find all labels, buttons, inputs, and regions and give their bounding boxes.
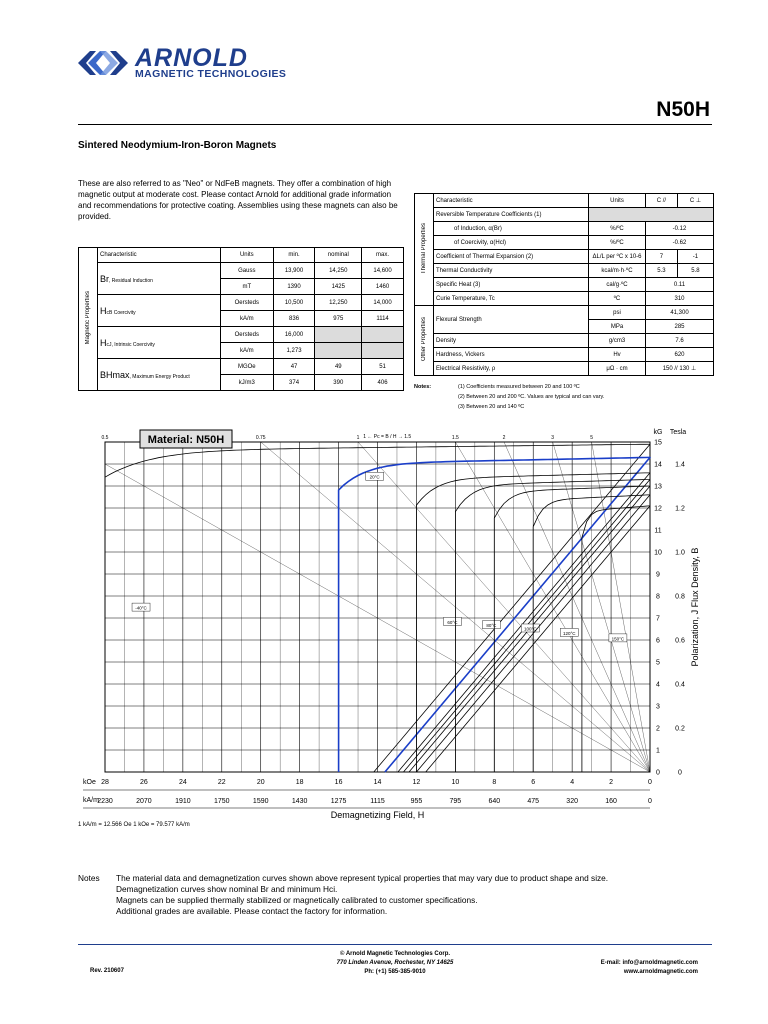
temp-label: -40°C bbox=[135, 605, 147, 611]
table-row bbox=[415, 348, 714, 362]
min-cell: 16,000 bbox=[273, 327, 315, 343]
units-cell: g/cm3 bbox=[589, 334, 646, 348]
y-tick-kg: 13 bbox=[654, 483, 662, 491]
value-cell: 310 bbox=[646, 292, 714, 306]
value-perp: 5.8 bbox=[677, 264, 713, 278]
nominal-cell bbox=[315, 327, 362, 343]
header-c-perp: C ⊥ bbox=[677, 194, 713, 208]
value-cell: 285 bbox=[646, 320, 714, 334]
units-cell: MPa bbox=[589, 320, 646, 334]
other-side-label-cell bbox=[415, 306, 434, 376]
x-tick-koe: 22 bbox=[217, 779, 226, 786]
max-cell: 1114 bbox=[362, 311, 404, 327]
table-row bbox=[79, 327, 404, 343]
pc-load-line bbox=[553, 442, 650, 772]
x-tick-kam: 320 bbox=[566, 798, 578, 805]
x-tick-koe: 0 bbox=[648, 779, 652, 786]
value-parallel: 5.3 bbox=[646, 264, 678, 278]
x-tick-kam: 0 bbox=[648, 798, 652, 805]
x-tick-koe: 20 bbox=[256, 779, 265, 786]
max-cell bbox=[362, 327, 404, 343]
char-desc: cJ, Intrinsic Coercivity bbox=[106, 341, 155, 348]
char-name: Br bbox=[100, 273, 109, 284]
max-cell: 51 bbox=[362, 359, 404, 375]
brand-subtitle: MAGNETIC TECHNOLOGIES bbox=[135, 68, 287, 80]
min-cell: 1390 bbox=[273, 279, 315, 295]
header-min: min. bbox=[273, 248, 315, 263]
units-cell: kcal/m·h·ºC bbox=[589, 264, 646, 278]
x-tick-koe: 10 bbox=[451, 779, 460, 786]
magnetic-properties-table bbox=[78, 247, 404, 391]
value-cell: -0.62 bbox=[646, 236, 714, 250]
units-cell: Oersteds bbox=[221, 295, 274, 311]
bottom-notes-label: Notes bbox=[78, 873, 100, 883]
x-axis-unit-koe: kOe bbox=[83, 779, 96, 786]
max-cell bbox=[362, 343, 404, 359]
units-cell: ΔL/L per ºC x 10-6 bbox=[589, 250, 646, 264]
max-cell: 14,000 bbox=[362, 295, 404, 311]
units-cell: Oersteds bbox=[221, 327, 274, 343]
grade-title: N50H bbox=[656, 98, 710, 121]
header-nominal: nominal bbox=[315, 248, 362, 263]
y-tick-tesla: 0.4 bbox=[675, 681, 685, 689]
char-cell: Density bbox=[434, 334, 589, 348]
value-cell: 7.6 bbox=[646, 334, 714, 348]
header-units: Units bbox=[221, 248, 274, 263]
pc-tick-label: 0.5 bbox=[101, 435, 109, 441]
footer-email[interactable]: E-mail: info@arnoldmagnetic.com bbox=[600, 960, 698, 966]
thermal-side-label-cell bbox=[415, 194, 434, 306]
nominal-cell: 390 bbox=[315, 375, 362, 391]
table-row bbox=[79, 295, 404, 311]
x-tick-kam: 795 bbox=[449, 798, 462, 805]
footer-web[interactable]: www.arnoldmagnetic.com bbox=[623, 969, 698, 975]
bottom-notes bbox=[78, 873, 698, 917]
char-name: H bbox=[100, 305, 107, 316]
header-characteristic: Characteristic bbox=[434, 194, 589, 208]
y-tick-kg: 10 bbox=[654, 549, 662, 557]
value-cell: 41,300 bbox=[646, 306, 714, 320]
char-cell: Electrical Resistivity, ρ bbox=[434, 362, 589, 376]
x-tick-kam: 1910 bbox=[175, 798, 191, 805]
pc-tick-label: 1 bbox=[356, 435, 360, 441]
units-cell: kA/m bbox=[221, 343, 274, 359]
char-desc: , Residual Induction bbox=[109, 277, 153, 284]
y-tick-kg: 5 bbox=[656, 659, 660, 667]
nominal-cell: 1425 bbox=[315, 279, 362, 295]
pc-tick-label: 5 bbox=[590, 435, 593, 441]
char-cell: Curie Temperature, Tc bbox=[434, 292, 589, 306]
min-cell: 13,900 bbox=[273, 263, 315, 279]
table-notes bbox=[414, 382, 714, 412]
pc-load-line bbox=[358, 442, 650, 772]
units-cell: psi bbox=[589, 306, 646, 320]
footer-company bbox=[250, 950, 540, 977]
char-cell: Thermal Conductivity bbox=[434, 264, 589, 278]
header-units: Units bbox=[589, 194, 646, 208]
thermal-properties-table bbox=[414, 193, 714, 376]
pc-load-line bbox=[504, 442, 650, 772]
y-tick-kg: 1 bbox=[656, 747, 660, 755]
y-tick-kg: 4 bbox=[656, 681, 660, 689]
x-tick-koe: 12 bbox=[412, 779, 421, 786]
b-curve bbox=[374, 444, 650, 772]
units-cell: %/ºC bbox=[589, 222, 646, 236]
min-cell: 1,273 bbox=[273, 343, 315, 359]
y-tick-tesla: 1.4 bbox=[675, 461, 685, 469]
value-cell: -0.12 bbox=[646, 222, 714, 236]
y-tick-tesla: 0.2 bbox=[675, 725, 685, 733]
x-tick-koe: 18 bbox=[295, 779, 304, 786]
units-cell: Hv bbox=[589, 348, 646, 362]
table-row bbox=[415, 292, 714, 306]
temp-label: 20°C bbox=[369, 474, 380, 480]
y-tick-tesla: 1.2 bbox=[675, 505, 685, 513]
other-side-label: Other Properties bbox=[421, 317, 427, 362]
x-tick-kam: 1590 bbox=[252, 798, 269, 805]
units-cell: kJ/m3 bbox=[221, 375, 274, 391]
table-row bbox=[79, 263, 404, 279]
min-cell: 374 bbox=[273, 375, 315, 391]
header-divider bbox=[78, 124, 712, 125]
char-cell: Hardness, Vickers bbox=[434, 348, 589, 362]
char-desc: cB Coercivity bbox=[106, 309, 136, 316]
table-row bbox=[415, 306, 714, 320]
chart-title: Material: N50H bbox=[147, 434, 225, 446]
y-tick-kg: 11 bbox=[654, 527, 662, 535]
min-cell: 47 bbox=[273, 359, 315, 375]
footer-divider bbox=[78, 944, 712, 945]
x-tick-koe: 6 bbox=[531, 779, 536, 786]
x-tick-koe: 28 bbox=[101, 779, 109, 786]
header-characteristic: Characteristic bbox=[98, 248, 221, 263]
y-tick-tesla: 0.6 bbox=[675, 637, 685, 645]
char-cell: of Coercivity, α(Hcl) bbox=[434, 236, 589, 250]
header-max: max. bbox=[362, 248, 404, 263]
char-cell: Specific Heat (3) bbox=[434, 278, 589, 292]
nominal-cell bbox=[315, 343, 362, 359]
units-cell: cal/g·ºC bbox=[589, 278, 646, 292]
value-perp: -1 bbox=[677, 250, 713, 264]
note-2: (2) Between 20 and 200 ºC. Values are typical and can vary. bbox=[458, 394, 605, 400]
x-tick-kam: 1750 bbox=[213, 798, 230, 805]
units-cell bbox=[589, 208, 714, 222]
notes-label: Notes: bbox=[414, 384, 432, 390]
arnold-logo-icon bbox=[78, 46, 128, 80]
char-cell: Reversible Temperature Coefficients (1) bbox=[434, 208, 589, 222]
x-tick-koe: 4 bbox=[570, 779, 575, 786]
value-parallel: 7 bbox=[646, 250, 678, 264]
min-cell: 10,500 bbox=[273, 295, 315, 311]
x-tick-kam: 1115 bbox=[370, 798, 385, 805]
y-tick-kg: 12 bbox=[654, 505, 662, 513]
char-cell: of Induction, α(Br) bbox=[434, 222, 589, 236]
x-tick-koe: 24 bbox=[178, 779, 187, 786]
y-tick-tesla: 0 bbox=[678, 769, 682, 777]
x-tick-kam: 2070 bbox=[136, 798, 152, 805]
footer-company-name: © Arnold Magnetic Technologies Corp. bbox=[339, 951, 451, 957]
units-cell: mT bbox=[221, 279, 274, 295]
pc-tick-label: 1.5 bbox=[451, 435, 459, 441]
y-tick-kg: 7 bbox=[656, 615, 660, 623]
y-tick-kg: 14 bbox=[654, 461, 662, 469]
temp-label: 120°C bbox=[562, 630, 576, 636]
x-tick-koe: 26 bbox=[140, 779, 148, 786]
units-cell: kA/m bbox=[221, 311, 274, 327]
y-tick-kg: 15 bbox=[654, 439, 662, 447]
min-cell: 836 bbox=[273, 311, 315, 327]
x-tick-kam: 1275 bbox=[330, 798, 347, 805]
table-row bbox=[415, 250, 714, 264]
bottom-note-line: Demagnetization curves show nominal Br and minimum Hci. bbox=[116, 884, 338, 894]
footer-phone: Ph: (+1) 585-385-9010 bbox=[364, 969, 426, 975]
temp-label: 100°C bbox=[524, 626, 537, 632]
magnetic-side-label-cell bbox=[79, 248, 98, 391]
brand-name: ARNOLD bbox=[135, 44, 248, 72]
revision: Rev. 210607 bbox=[90, 968, 124, 974]
header-c-parallel: C // bbox=[646, 194, 678, 208]
table-row bbox=[415, 222, 714, 236]
y-axis-unit-tesla: Tesla bbox=[669, 429, 687, 436]
table-row bbox=[79, 359, 404, 375]
arnold-logo bbox=[78, 44, 328, 84]
x-tick-kam: 1430 bbox=[291, 798, 308, 805]
y-tick-kg: 9 bbox=[656, 571, 660, 579]
b-curve bbox=[385, 457, 650, 772]
y-tick-kg: 2 bbox=[656, 725, 660, 733]
note-1: (1) Coefficients measured between 20 and 100 ºC bbox=[458, 384, 580, 390]
magnetic-side-label: Magnetic Properties bbox=[85, 291, 91, 345]
x-tick-koe: 14 bbox=[373, 779, 382, 786]
pc-tick-label: 0.75 bbox=[255, 435, 266, 441]
intro-paragraph: These are also referred to as "Neo" or NdFeB magnets. They offer a combination of high magnetic output at moderate cost. Please contact Arnold for additional grade information and recommendations for protective coating. Assemblies using these magnets can also be provided. bbox=[78, 179, 398, 221]
units-cell: MGOe bbox=[221, 359, 274, 375]
char-name: H bbox=[100, 337, 107, 348]
bottom-note-line: The material data and demagnetization curves shown above represent typical properties that may vary due to product shape and size. bbox=[116, 873, 609, 883]
bottom-note-line: Magnets can be supplied thermally stabilized or magnetically calibrated to customer specifications. bbox=[116, 895, 478, 905]
nominal-cell: 975 bbox=[315, 311, 362, 327]
pc-tick-label: 2 bbox=[502, 435, 506, 441]
max-cell: 1460 bbox=[362, 279, 404, 295]
x-tick-koe: 2 bbox=[609, 779, 614, 786]
units-cell: ºC bbox=[589, 292, 646, 306]
x-tick-koe: 16 bbox=[334, 779, 343, 786]
pc-label: 1 ← Pc = B / H → 1.5 bbox=[363, 434, 412, 440]
x-tick-kam: 475 bbox=[527, 798, 540, 805]
char-cell: Coefficient of Thermal Expansion (2) bbox=[434, 250, 589, 264]
table-row bbox=[415, 264, 714, 278]
nominal-cell: 49 bbox=[315, 359, 362, 375]
table-row bbox=[415, 362, 714, 376]
x-axis-unit-kam: kA/m bbox=[83, 797, 99, 804]
x-tick-kam: 2230 bbox=[97, 798, 113, 805]
value-cell: 0.11 bbox=[646, 278, 714, 292]
char-desc: , Maximum Energy Product bbox=[129, 373, 190, 380]
x-tick-kam: 640 bbox=[488, 798, 501, 805]
x-axis-label: Demagnetizing Field, H bbox=[330, 810, 425, 820]
document-subtitle: Sintered Neodymium-Iron-Boron Magnets bbox=[78, 140, 277, 151]
thermal-side-label: Thermal Properties bbox=[421, 222, 427, 275]
footer-contact bbox=[601, 959, 698, 977]
unit-conversion: 1 kA/m = 12.566 Oe 1 kOe = 79.577 kA/m bbox=[78, 822, 190, 828]
table-row bbox=[415, 278, 714, 292]
bottom-note-line: Additional grades are available. Please contact the factory for information. bbox=[116, 906, 388, 916]
y-tick-kg: 6 bbox=[656, 637, 660, 645]
note-3: (3) Between 20 and 140 ºC bbox=[458, 404, 525, 410]
table-row bbox=[415, 208, 714, 222]
max-cell: 14,600 bbox=[362, 263, 404, 279]
units-cell: Gauss bbox=[221, 263, 274, 279]
y-tick-kg: 0 bbox=[656, 769, 660, 777]
x-tick-kam: 160 bbox=[605, 798, 617, 805]
temp-label: 60°C bbox=[447, 619, 458, 625]
b-curve bbox=[398, 473, 650, 772]
table-row bbox=[415, 236, 714, 250]
y-tick-kg: 3 bbox=[656, 703, 660, 711]
footer-address: 770 Linden Avenue, Rochester, NY 14625 bbox=[336, 960, 454, 966]
y-tick-tesla: 1.0 bbox=[675, 549, 685, 557]
y-tick-kg: 8 bbox=[656, 593, 660, 601]
demagnetization-chart bbox=[70, 420, 710, 840]
nominal-cell: 12,250 bbox=[315, 295, 362, 311]
y-tick-tesla: 0.8 bbox=[675, 593, 685, 601]
table-row bbox=[415, 334, 714, 348]
y-axis-label: Polarization, J Flux Density, B bbox=[690, 547, 700, 667]
char-name: BHmax bbox=[100, 369, 130, 380]
nominal-cell: 14,250 bbox=[315, 263, 362, 279]
value-cell: 620 bbox=[646, 348, 714, 362]
temp-label: 150°C bbox=[611, 636, 625, 642]
units-cell: %/ºC bbox=[589, 236, 646, 250]
x-tick-kam: 955 bbox=[410, 798, 423, 805]
temp-label: 80°C bbox=[486, 623, 497, 629]
units-cell: μΩ · cm bbox=[589, 362, 646, 376]
y-axis-unit-kg: kG bbox=[653, 429, 663, 436]
max-cell: 406 bbox=[362, 375, 404, 391]
x-tick-koe: 8 bbox=[492, 779, 497, 786]
pc-tick-label: 3 bbox=[551, 435, 555, 441]
char-cell: Flexural Strength bbox=[434, 306, 589, 334]
value-cell: 150 // 130 ⊥ bbox=[646, 362, 714, 376]
